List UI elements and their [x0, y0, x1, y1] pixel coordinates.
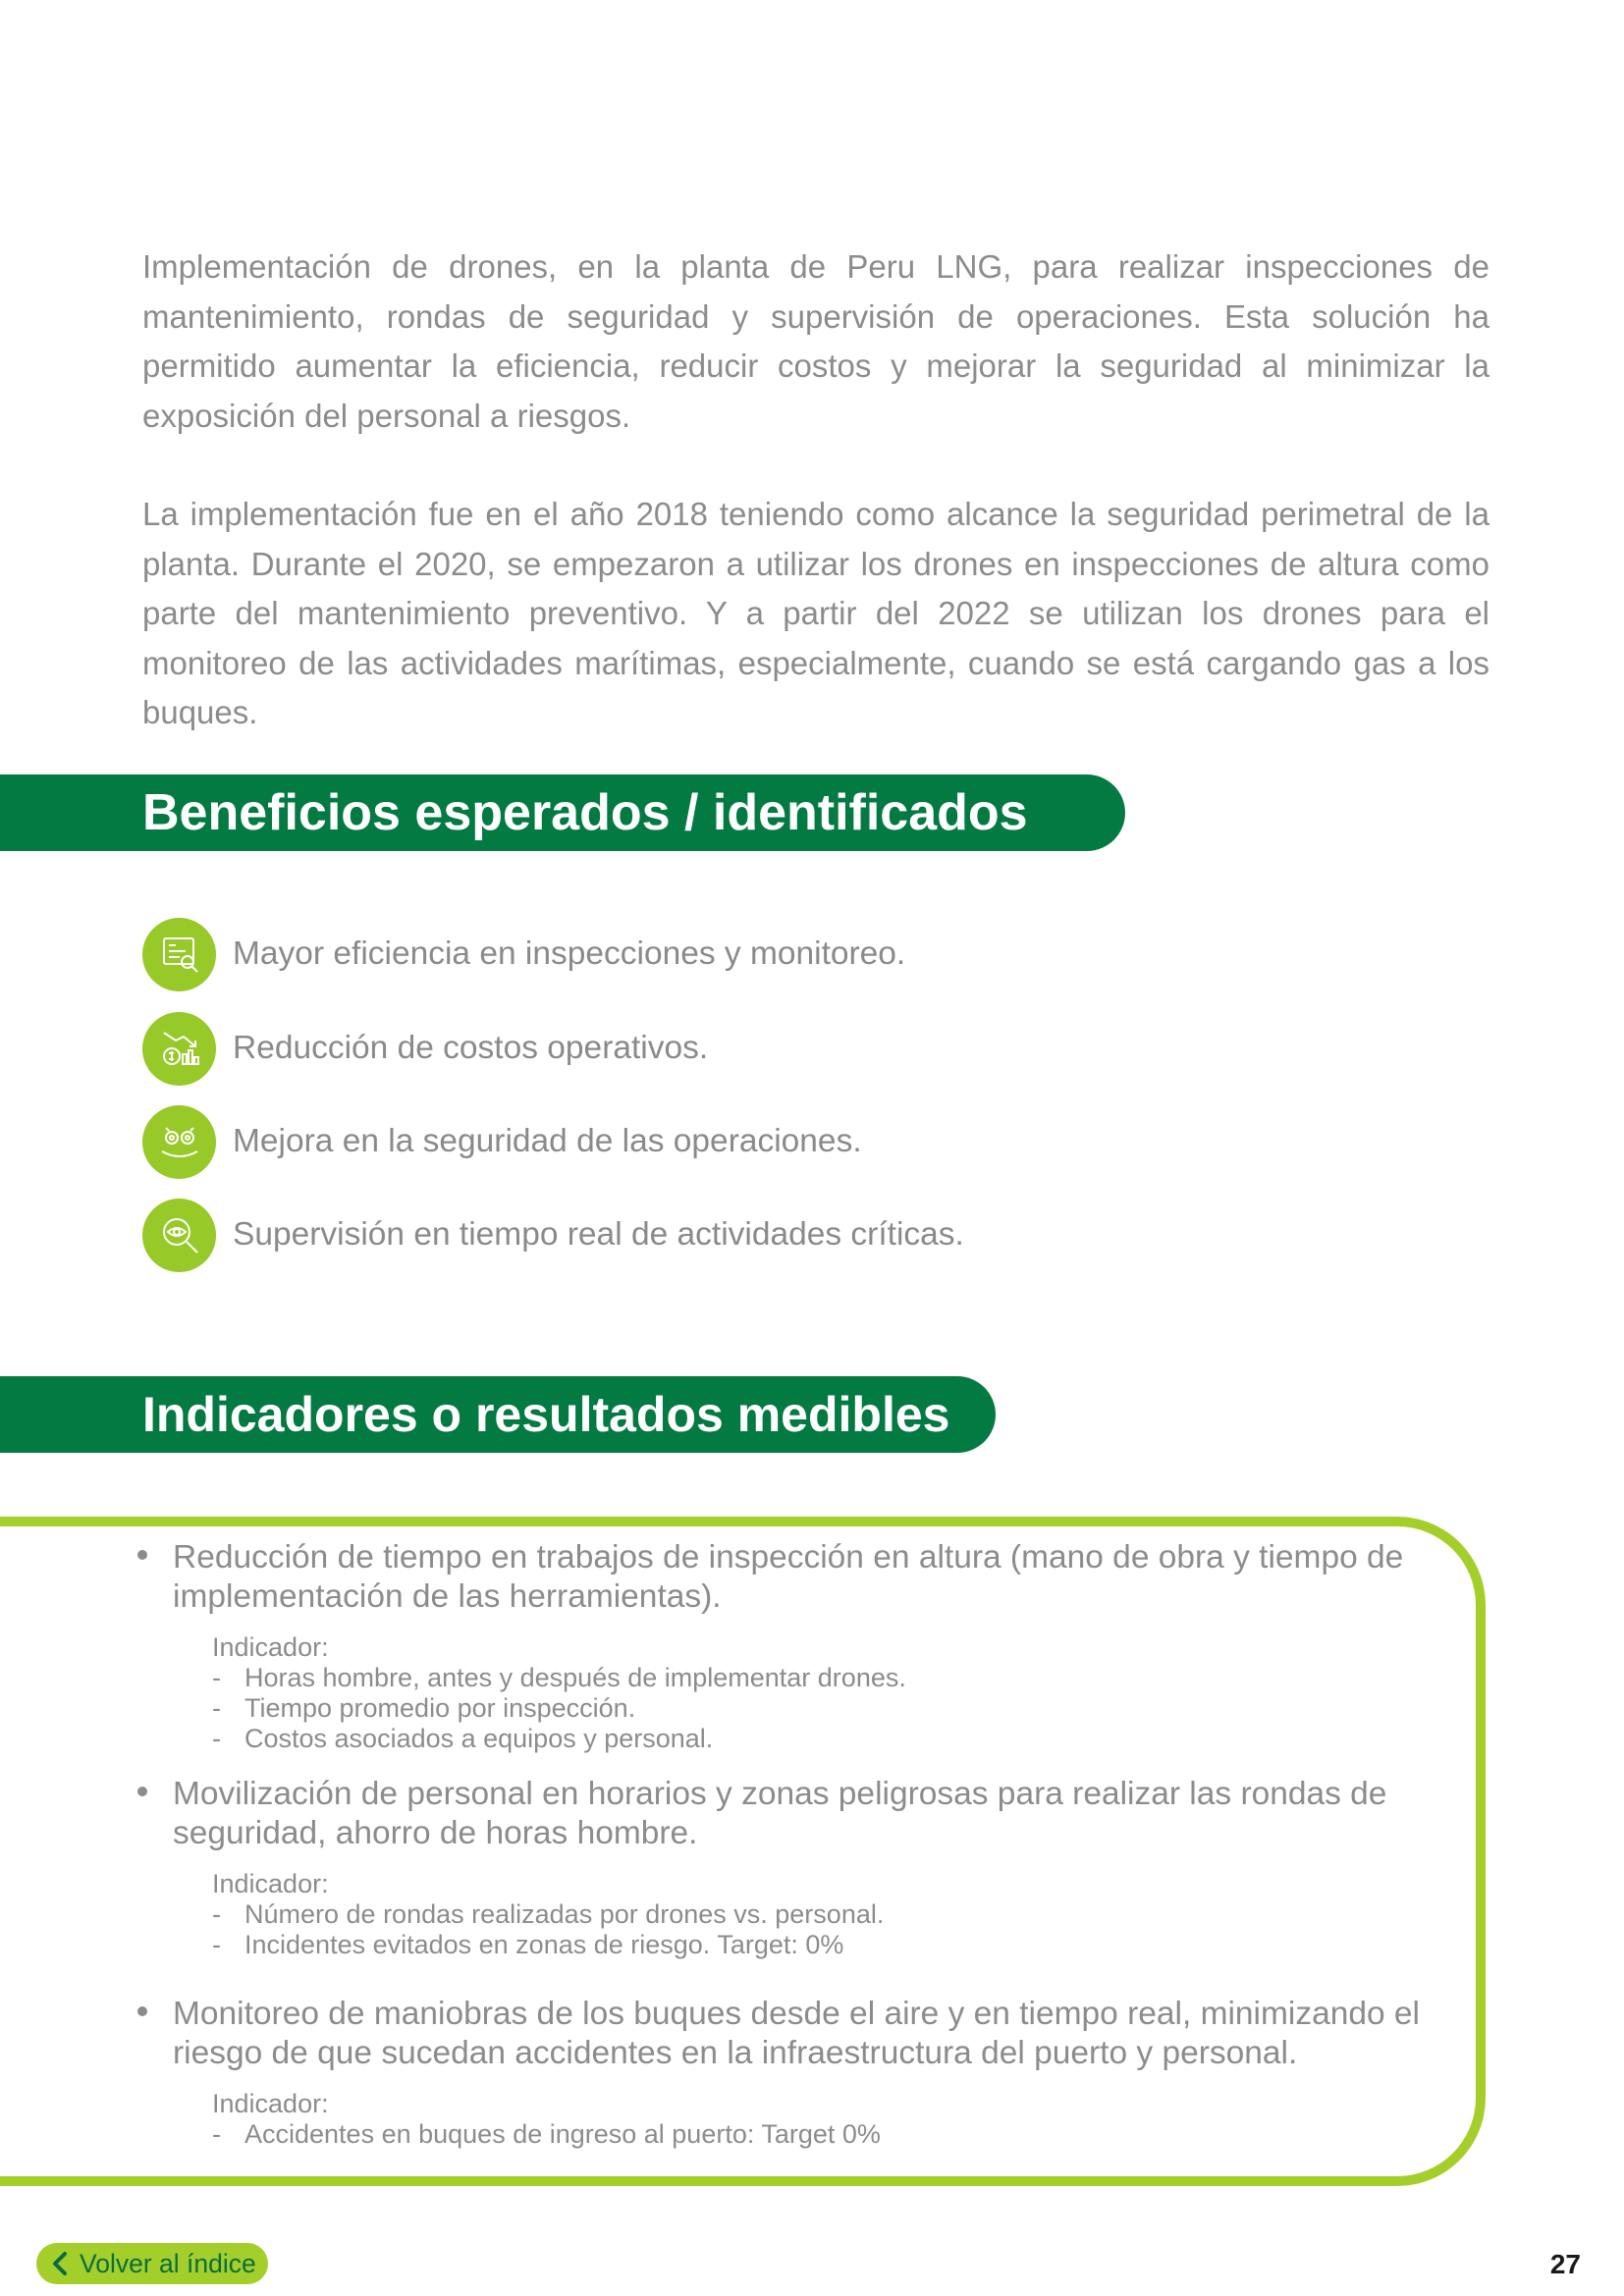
- benefit-item: [142, 1198, 964, 1272]
- indicator-subitem: - Horas hombre, antes y después de implementar drones.: [212, 1663, 906, 1692]
- bullet-dot: [137, 1787, 147, 1796]
- indicator-text: Movilización de personal en horarios y zonas peligrosas para realizar las rondas de seguridad, ahorro de horas hombre.: [173, 1776, 1387, 1851]
- indicator-subitem: - Número de rondas realizadas por drones vs. personal.: [212, 1899, 885, 1929]
- indicator-text: Monitoreo de maniobras de los buques desde el aire y en tiempo real, minimizando el riesgo de que sucedan accidentes en la infraestructura del puerto y personal.: [173, 1996, 1420, 2071]
- benefit-text: Supervisión en tiempo real de actividades críticas.: [233, 1216, 964, 1253]
- indicator-subitem: - Tiempo promedio por inspección.: [212, 1693, 636, 1723]
- indicator-label: Indicador:: [212, 1632, 329, 1662]
- indicator-subitem: - Costos asociados a equipos y personal.: [212, 1724, 714, 1753]
- indicator-subitem: - Accidentes en buques de ingreso al puerto: Target 0%: [212, 2119, 881, 2149]
- indicator-item: [134, 1995, 1449, 2150]
- intro-paragraph-2: La implementación fue en el año 2018 teniendo como alcance la seguridad perimetral de la planta. Durante el 2020, se empezaron a utilizar los drones en inspecciones de altura como parte del mantenimiento preventivo. Y a partir del 2022 se utilizan los drones para el monitoreo de las actividades marítimas, especialmente, cuando se está cargando gas a los buques.: [142, 496, 1489, 730]
- back-to-index-label: Volver al índice: [80, 2248, 256, 2278]
- monitoring-eye-icon: [142, 1199, 216, 1272]
- indicators-heading-text: Indicadores o resultados medibles: [142, 1387, 950, 1442]
- benefits-heading-text: Beneficios esperados / identificados: [142, 784, 1028, 841]
- indicator-subitem: - Incidentes evitados en zonas de riesgo. Target: 0%: [212, 1930, 844, 1959]
- benefits-heading: [0, 774, 1125, 851]
- chevron-left-icon: [50, 2251, 70, 2276]
- cost-reduction-icon: [142, 1012, 216, 1086]
- indicator-sublist: [212, 1899, 1449, 1960]
- indicator-sublist: [212, 1663, 1449, 1754]
- bullet-dot: [137, 2006, 147, 2016]
- indicator-label: Indicador:: [212, 2089, 329, 2118]
- benefit-item: [142, 1104, 862, 1179]
- indicator-label: Indicador:: [212, 1869, 329, 1898]
- indicator-text: Reducción de tiempo en trabajos de inspección en altura (mano de obra y tiempo de implementación de las herramientas).: [173, 1539, 1404, 1615]
- page-number: 27: [1549, 2249, 1581, 2279]
- benefit-text: Mejora en la seguridad de las operaciones.: [233, 1123, 862, 1159]
- safety-gears-icon: [142, 1105, 216, 1179]
- bullet-dot: [137, 1550, 147, 1560]
- benefit-item: [142, 917, 905, 991]
- indicators-heading: [0, 1376, 996, 1453]
- back-to-index-button[interactable]: [36, 2243, 268, 2284]
- benefit-text: Reducción de costos operativos.: [233, 1030, 709, 1066]
- indicator-sublist: [212, 2119, 1449, 2150]
- indicator-item: [134, 1538, 1449, 1754]
- benefit-text: Mayor eficiencia en inspecciones y monitoreo.: [233, 935, 906, 972]
- benefit-item: [142, 1011, 708, 1086]
- intro-paragraph-1: Implementación de drones, en la planta de Peru LNG, para realizar inspecciones de mantenimiento, rondas de seguridad y supervisión de operaciones. Esta solución ha permitido aumentar la eficiencia, reducir costos y mejorar la seguridad al minimizar la exposición del personal a riesgos.: [142, 248, 1489, 434]
- inspection-report-icon: [142, 918, 216, 991]
- indicator-item: [134, 1775, 1449, 1960]
